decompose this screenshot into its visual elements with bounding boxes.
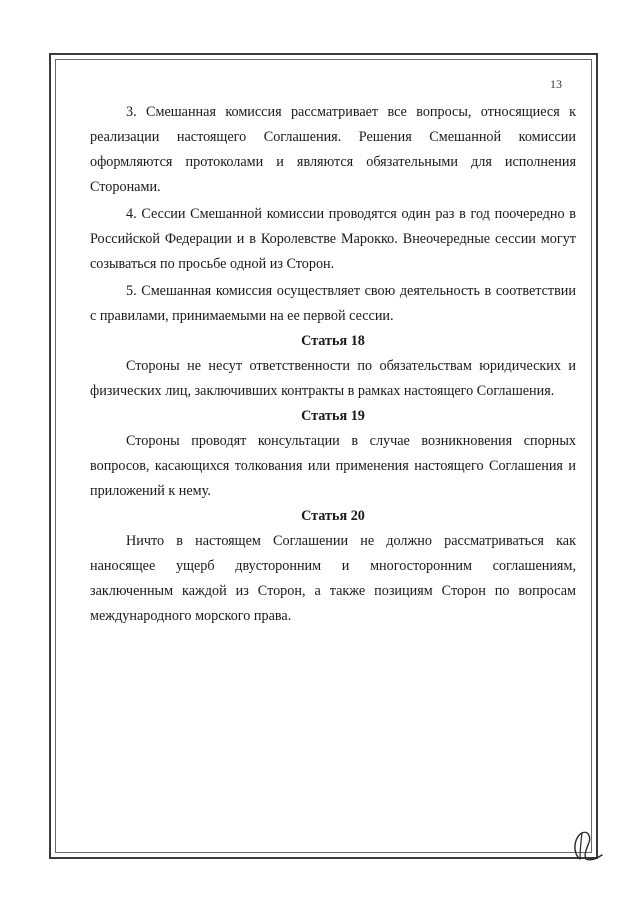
document-body xyxy=(90,100,576,629)
article-18-text: Стороны не несут ответственности по обязательствам юридических и физических лиц, заключивших контракты в рамках настоящего Соглашения. xyxy=(90,358,576,399)
page-number: 13 xyxy=(550,77,562,91)
paragraph-5: 5. Смешанная комиссия осуществляет свою деятельность в соответствии с правилами, принимаемыми на ее первой сессии. xyxy=(90,283,576,324)
article-19-title: Статья 19 xyxy=(301,408,365,424)
signature-initials-icon xyxy=(566,825,606,865)
article-20-text: Ничто в настоящем Соглашении не должно рассматриваться как наносящее ущерб двусторонним и многосторонним соглашениям, заключенным каждой из Сторон, а также позициям Сторон по вопросам международного морского права. xyxy=(90,533,576,624)
article-18-title: Статья 18 xyxy=(301,333,365,349)
article-20-title: Статья 20 xyxy=(301,508,365,524)
paragraph-3: 3. Смешанная комиссия рассматривает все вопросы, относящиеся к реализации настоящего Соглашения. Решения Смешанной комиссии оформляются протоколами и являются обязательными для исполнения Сторонами. xyxy=(90,104,576,195)
article-19-text: Стороны проводят консультации в случае возникновения спорных вопросов, касающихся толкования или применения настоящего Соглашения и приложений к нему. xyxy=(90,433,576,499)
paragraph-4: 4. Сессии Смешанной комиссии проводятся один раз в год поочередно в Российской Федерации и в Королевстве Марокко. Внеочередные сессии могут созываться по просьбе одной из Сторон. xyxy=(90,206,576,272)
